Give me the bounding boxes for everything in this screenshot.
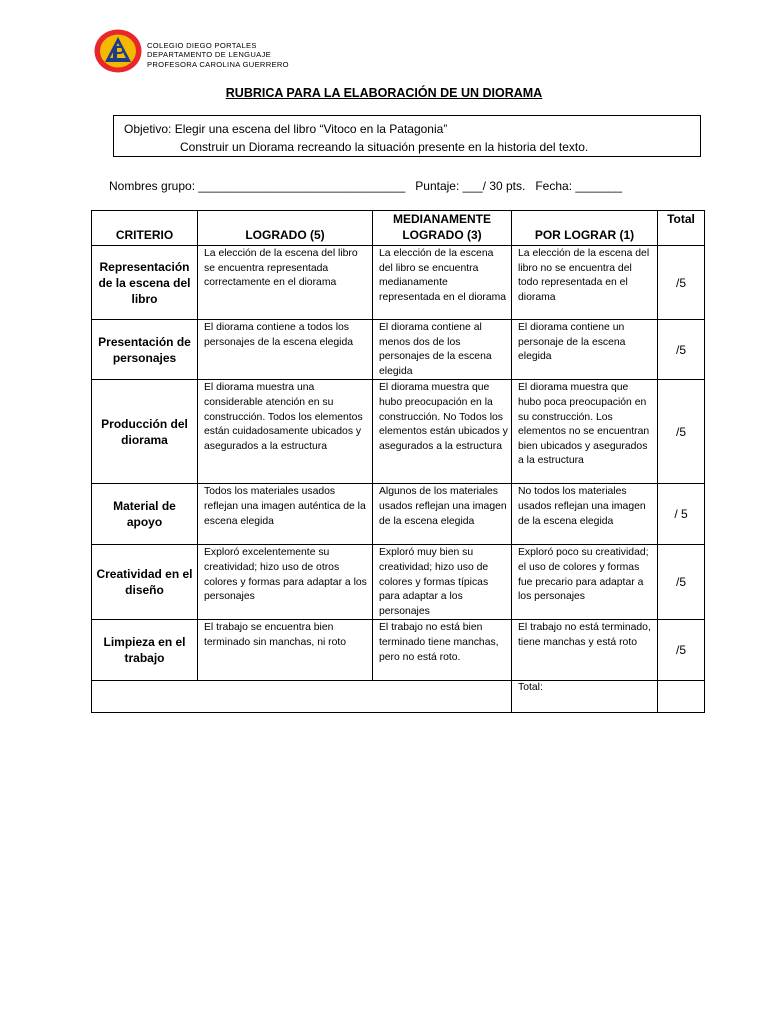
header-total: Total <box>658 211 705 246</box>
criterion-cell: Representación de la escena del libro <box>92 246 198 320</box>
por-lograr-cell: La elección de la escena del libro no se encuentra del todo representada en el diorama <box>512 246 658 320</box>
por-lograr-cell: El diorama contiene un personaje de la escena elegida <box>512 320 658 380</box>
group-fields-line: Nombres grupo: _______________________________ Puntaje: ___/ 30 pts. Fecha: _______ <box>109 179 623 193</box>
score-cell: /5 <box>658 320 705 380</box>
table-row <box>92 620 705 681</box>
medianamente-cell: El diorama contiene al menos dos de los personajes de la escena elegida <box>373 320 512 380</box>
score-cell: / 5 <box>658 484 705 545</box>
por-lograr-cell: No todos los materiales usados reflejan una imagen de la escena elegida <box>512 484 658 545</box>
table-row <box>92 484 705 545</box>
header-medianamente: MEDIANAMENTE LOGRADO (3) <box>373 211 512 246</box>
school-name: COLEGIO DIEGO PORTALES <box>147 41 257 50</box>
logrado-cell: Exploró excelentemente su creatividad; hizo uso de otros colores y formas para adaptar a los personajes <box>198 545 373 620</box>
score-cell: /5 <box>658 620 705 681</box>
por-lograr-cell: El trabajo no está terminado, tiene manchas y está roto <box>512 620 658 681</box>
total-row <box>92 681 705 713</box>
objective-box <box>113 115 701 157</box>
total-label: Total: <box>512 681 658 713</box>
table-row <box>92 246 705 320</box>
score-cell: /5 <box>658 246 705 320</box>
teacher-name: PROFESORA CAROLINA GUERRERO <box>147 59 289 69</box>
medianamente-cell: Exploró muy bien su creatividad; hizo uso de colores y formas típicas para adaptar a los personajes <box>373 545 512 620</box>
logrado-cell: El diorama contiene a todos los personajes de la escena elegida <box>198 320 373 380</box>
por-lograr-cell: Exploró poco su creatividad; el uso de colores y formas fue precario para adaptar a los personajes <box>512 545 658 620</box>
logrado-cell: Todos los materiales usados reflejan una imagen auténtica de la escena elegida <box>198 484 373 545</box>
criterion-cell: Material de apoyo <box>92 484 198 545</box>
criterion-cell: Producción del diorama <box>92 380 198 484</box>
header-criterio: CRITERIO <box>92 211 198 246</box>
medianamente-cell: La elección de la escena del libro se encuentra medianamente representada en el diorama <box>373 246 512 320</box>
por-lograr-cell: El diorama muestra que hubo poca preocupación en su construcción. Los elementos no se encuentran bien ubicados y asegurados a la estructura <box>512 380 658 484</box>
department-name: DEPARTAMENTO DE LENGUAJE <box>147 50 271 60</box>
criterion-cell: Creatividad en el diseño <box>92 545 198 620</box>
logrado-cell: El diorama muestra una considerable atención en su construcción. Todos los elementos están cuidadosamente ubicados y asegurados a la estructura <box>198 380 373 484</box>
document-title: RUBRICA PARA LA ELABORACIÓN DE UN DIORAMA <box>225 86 543 100</box>
medianamente-cell: Algunos de los materiales usados reflejan una imagen de la escena elegida <box>373 484 512 545</box>
school-header <box>147 41 289 69</box>
objective-line-2: Construir un Diorama recreando la situación presente en la historia del texto. <box>180 140 589 154</box>
score-cell: /5 <box>658 380 705 484</box>
header-logrado: LOGRADO (5) <box>198 211 373 246</box>
header-por-lograr: POR LOGRAR (1) <box>512 211 658 246</box>
header-row <box>92 211 705 246</box>
medianamente-cell: El trabajo no está bien terminado tiene manchas, pero no está roto. <box>373 620 512 681</box>
medianamente-cell: El diorama muestra que hubo preocupación en la construcción. No Todos los elementos están ubicados y asegurados a la estructura <box>373 380 512 484</box>
rubric-table <box>91 210 705 713</box>
school-logo-icon <box>93 28 143 74</box>
criterion-cell: Limpieza en el trabajo <box>92 620 198 681</box>
table-row <box>92 380 705 484</box>
objective-line-1: Objetivo: Elegir una escena del libro “Vitoco en la Patagonia” <box>124 122 448 136</box>
logrado-cell: El trabajo se encuentra bien terminado sin manchas, ni roto <box>198 620 373 681</box>
table-row <box>92 545 705 620</box>
total-blank-cell <box>92 681 512 713</box>
total-value-cell <box>658 681 705 713</box>
criterion-cell: Presentación de personajes <box>92 320 198 380</box>
score-cell: /5 <box>658 545 705 620</box>
logrado-cell: La elección de la escena del libro se encuentra representada correctamente en el diorama <box>198 246 373 320</box>
table-row <box>92 320 705 380</box>
